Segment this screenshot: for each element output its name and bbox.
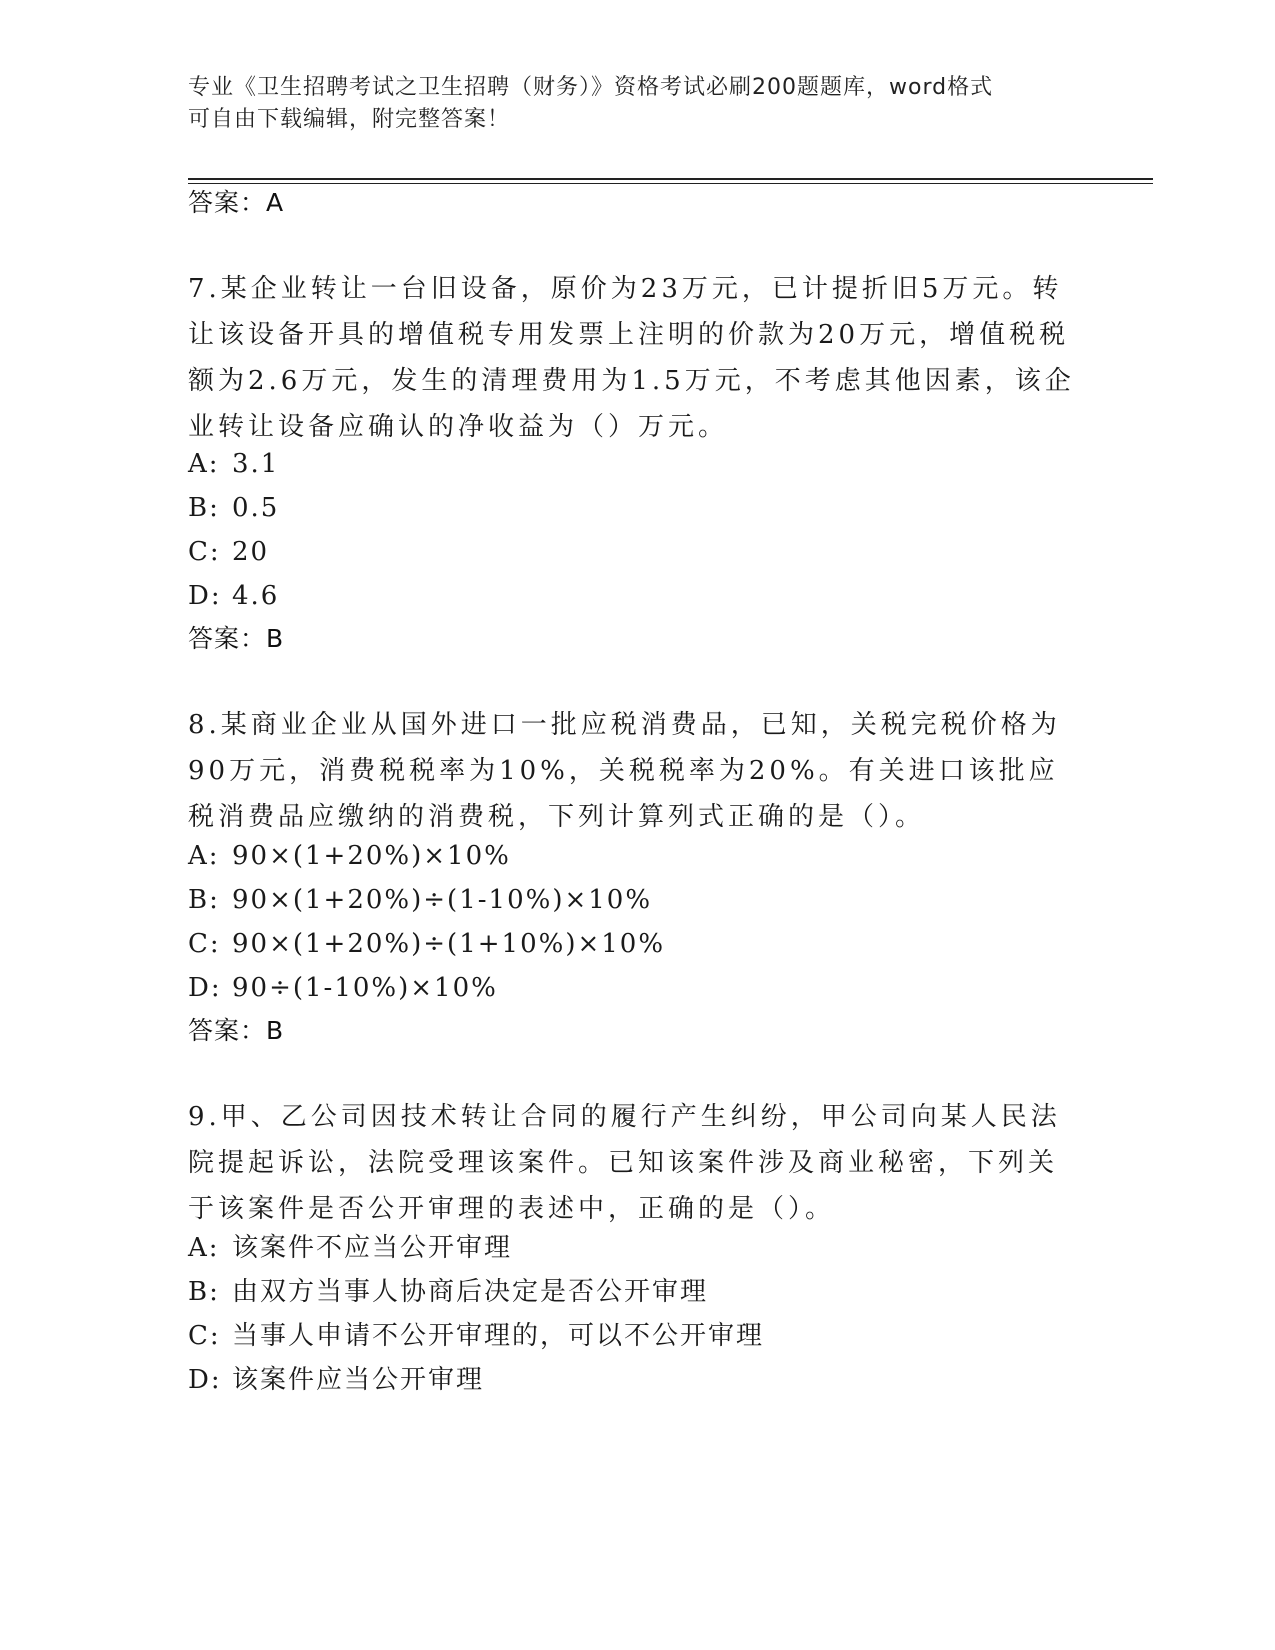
question-8-option-b <box>188 884 1078 916</box>
header-line-1: 专业《卫生招聘考试之卫生招聘（财务）》资格考试必刷200题题库，word格式 <box>188 75 994 100</box>
option-text: 90×(1+20%)÷(1+10%)×10% <box>232 929 666 959</box>
option-key: A: <box>188 449 220 479</box>
question-8-option-c <box>188 928 1078 960</box>
option-key: A: <box>188 841 220 871</box>
question-8-text: 8.某商业企业从国外进口一批应税消费品，已知，关税完税价格为90万元，消费税税率为10%，关税税率为20%。有关进口该批应税消费品应缴纳的消费税，下列计算列式正确的是（）。 <box>188 710 1061 832</box>
option-text: 3.1 <box>232 449 280 479</box>
option-key: D: <box>188 581 222 611</box>
option-text: 20 <box>232 537 270 567</box>
question-7-answer: 答案：B <box>188 624 285 653</box>
option-text: 由双方当事人协商后决定是否公开审理 <box>232 1277 709 1307</box>
header-rule-thick <box>188 178 1153 180</box>
option-text: 该案件应当公开审理 <box>232 1365 485 1395</box>
option-key: D: <box>188 973 222 1003</box>
option-key: D: <box>188 1365 222 1395</box>
question-9-option-d <box>188 1364 1078 1396</box>
option-text: 0.5 <box>232 493 280 523</box>
question-9-option-c <box>188 1320 1078 1352</box>
question-7-option-b <box>188 492 1078 524</box>
question-7-text: 7.某企业转让一台旧设备，原价为23万元，已计提折旧5万元。转让该设备开具的增值税专用发票上注明的价款为20万元，增值税税额为2.6万元，发生的清理费用为1.5万元，不考虑其他因素，该企业转让设备应确认的净收益为（）万元。 <box>188 274 1075 442</box>
option-text: 该案件不应当公开审理 <box>232 1233 513 1263</box>
question-8-option-a <box>188 840 1078 872</box>
question-7-option-d <box>188 580 1078 612</box>
question-9-option-a <box>188 1232 1078 1264</box>
option-key: C: <box>188 1321 221 1351</box>
option-text: 90×(1+20%)×10% <box>232 841 511 871</box>
option-key: B: <box>188 1277 220 1307</box>
option-key: B: <box>188 493 220 523</box>
option-text: 90÷(1-10%)×10% <box>232 973 498 1003</box>
option-text: 90×(1+20%)÷(1-10%)×10% <box>232 885 653 915</box>
header-rule-thin <box>188 183 1153 184</box>
question-9-text: 9.甲、乙公司因技术转让合同的履行产生纠纷，甲公司向某人民法院提起诉讼，法院受理该案件。已知该案件涉及商业秘密，下列关于该案件是否公开审理的表述中，正确的是（）。 <box>188 1102 1061 1224</box>
option-key: A: <box>188 1233 220 1263</box>
question-7-option-c <box>188 536 1078 568</box>
option-text: 4.6 <box>232 581 280 611</box>
previous-answer: 答案：A <box>188 188 285 217</box>
page-header <box>188 72 1068 136</box>
question-7-option-a <box>188 448 1078 480</box>
question-8-option-d <box>188 972 1078 1004</box>
question-8-answer: 答案：B <box>188 1016 285 1045</box>
header-line-2: 可自由下载编辑，附完整答案！ <box>188 107 511 132</box>
option-key: B: <box>188 885 220 915</box>
option-text: 当事人申请不公开审理的，可以不公开审理 <box>232 1321 765 1351</box>
option-key: C: <box>188 537 221 567</box>
option-key: C: <box>188 929 221 959</box>
question-9-option-b <box>188 1276 1078 1308</box>
